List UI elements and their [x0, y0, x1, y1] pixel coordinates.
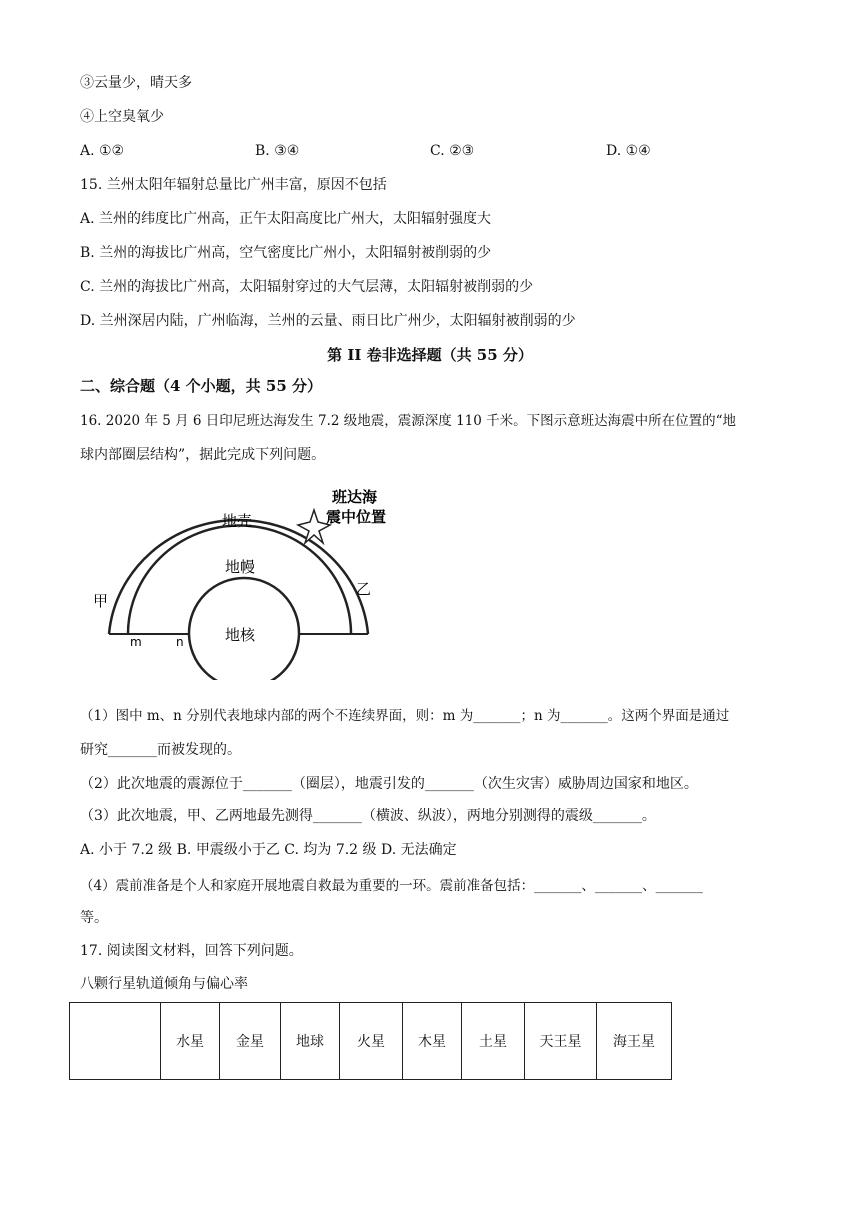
- crust-label: 地壳: [222, 512, 253, 530]
- planet-orbit-table: [69, 1002, 672, 1080]
- q14-item-4: ④上空臭氧少: [80, 109, 164, 125]
- q14-option-a: A. ①②: [80, 143, 125, 159]
- table-header-row: [70, 1003, 672, 1080]
- q16-sub2: （2）此次地震的震源位于_______（圈层），地震引发的_______（次生灾害）威胁周边国家和地区。: [80, 776, 698, 792]
- q15-option-b: B. 兰州的海拔比广州高，空气密度比广州小，太阳辐射被削弱的少: [80, 245, 492, 261]
- q14-option-b: B. ③④: [255, 143, 300, 159]
- yi-label: 乙: [356, 580, 372, 598]
- table-header-cell: 火星: [340, 1003, 403, 1080]
- part2-title: 第 II 卷非选择题（共 55 分）: [327, 346, 533, 364]
- epicenter-label-line1: 班达海: [332, 488, 378, 506]
- table-header-cell: 金星: [220, 1003, 281, 1080]
- q17-table-caption: 八颗行星轨道倾角与偏心率: [80, 976, 248, 992]
- q16-stem-line2: 球内部圈层结构”，据此完成下列问题。: [80, 447, 326, 463]
- q16-sub4-line1: （4）震前准备是个人和家庭开展地震自救最为重要的一环。震前准备包括：_______、_______、_______: [80, 878, 703, 894]
- table-header-cell: 土星: [462, 1003, 525, 1080]
- q17-stem: 17. 阅读图文材料，回答下列问题。: [80, 943, 303, 959]
- epicenter-label-line2: 震中位置: [326, 508, 387, 526]
- jia-label: 甲: [93, 592, 109, 610]
- table-header-cell: [70, 1003, 161, 1080]
- q16-sub3: （3）此次地震，甲、乙两地最先测得_______（横波、纵波），两地分别测得的震级_______。: [80, 808, 656, 824]
- core-label: 地核: [225, 626, 256, 644]
- q15-option-c: C. 兰州的海拔比广州高，太阳辐射穿过的大气层薄，太阳辐射被削弱的少: [80, 279, 534, 295]
- table-header-cell: 水星: [161, 1003, 220, 1080]
- q16-sub1-line2: 研究_______而被发现的。: [80, 742, 241, 758]
- m-label: m: [130, 635, 142, 649]
- q14-item-3: ③云量少，晴天多: [80, 75, 192, 91]
- q15-option-a: A. 兰州的纬度比广州高，正午太阳高度比广州大，太阳辐射强度大: [80, 211, 492, 227]
- section2-title: 二、综合题（4 个小题，共 55 分）: [80, 377, 322, 395]
- q16-sub4-line2: 等。: [80, 910, 108, 926]
- q15-option-d: D. 兰州深居内陆，广州临海，兰州的云量、雨日比广州少，太阳辐射被削弱的少: [80, 313, 576, 329]
- table-header-cell: 地球: [281, 1003, 340, 1080]
- table-header-cell: 海王星: [597, 1003, 672, 1080]
- n-label: n: [176, 635, 184, 649]
- q16-stem-line1: 16. 2020 年 5 月 6 日印尼班达海发生 7.2 级地震，震源深度 110 千米。下图示意班达海震中所在位置的“地: [80, 413, 737, 429]
- q15-stem: 15. 兰州太阳年辐射总量比广州丰富，原因不包括: [80, 177, 387, 193]
- mantle-label: 地幔: [225, 558, 256, 576]
- table-header-cell: 天王星: [525, 1003, 597, 1080]
- q14-option-d: D. ①④: [606, 143, 651, 159]
- earth-structure-diagram: [90, 480, 430, 680]
- table-header-cell: 木星: [403, 1003, 462, 1080]
- q14-option-c: C. ②③: [430, 143, 475, 159]
- q16-sub3-options: A. 小于 7.2 级 B. 甲震级小于乙 C. 均为 7.2 级 D. 无法确定: [80, 842, 457, 858]
- q16-sub1-line1: （1）图中 m、n 分别代表地球内部的两个不连续界面，则：m 为_______；n 为_______。这两个界面是通过: [80, 708, 730, 724]
